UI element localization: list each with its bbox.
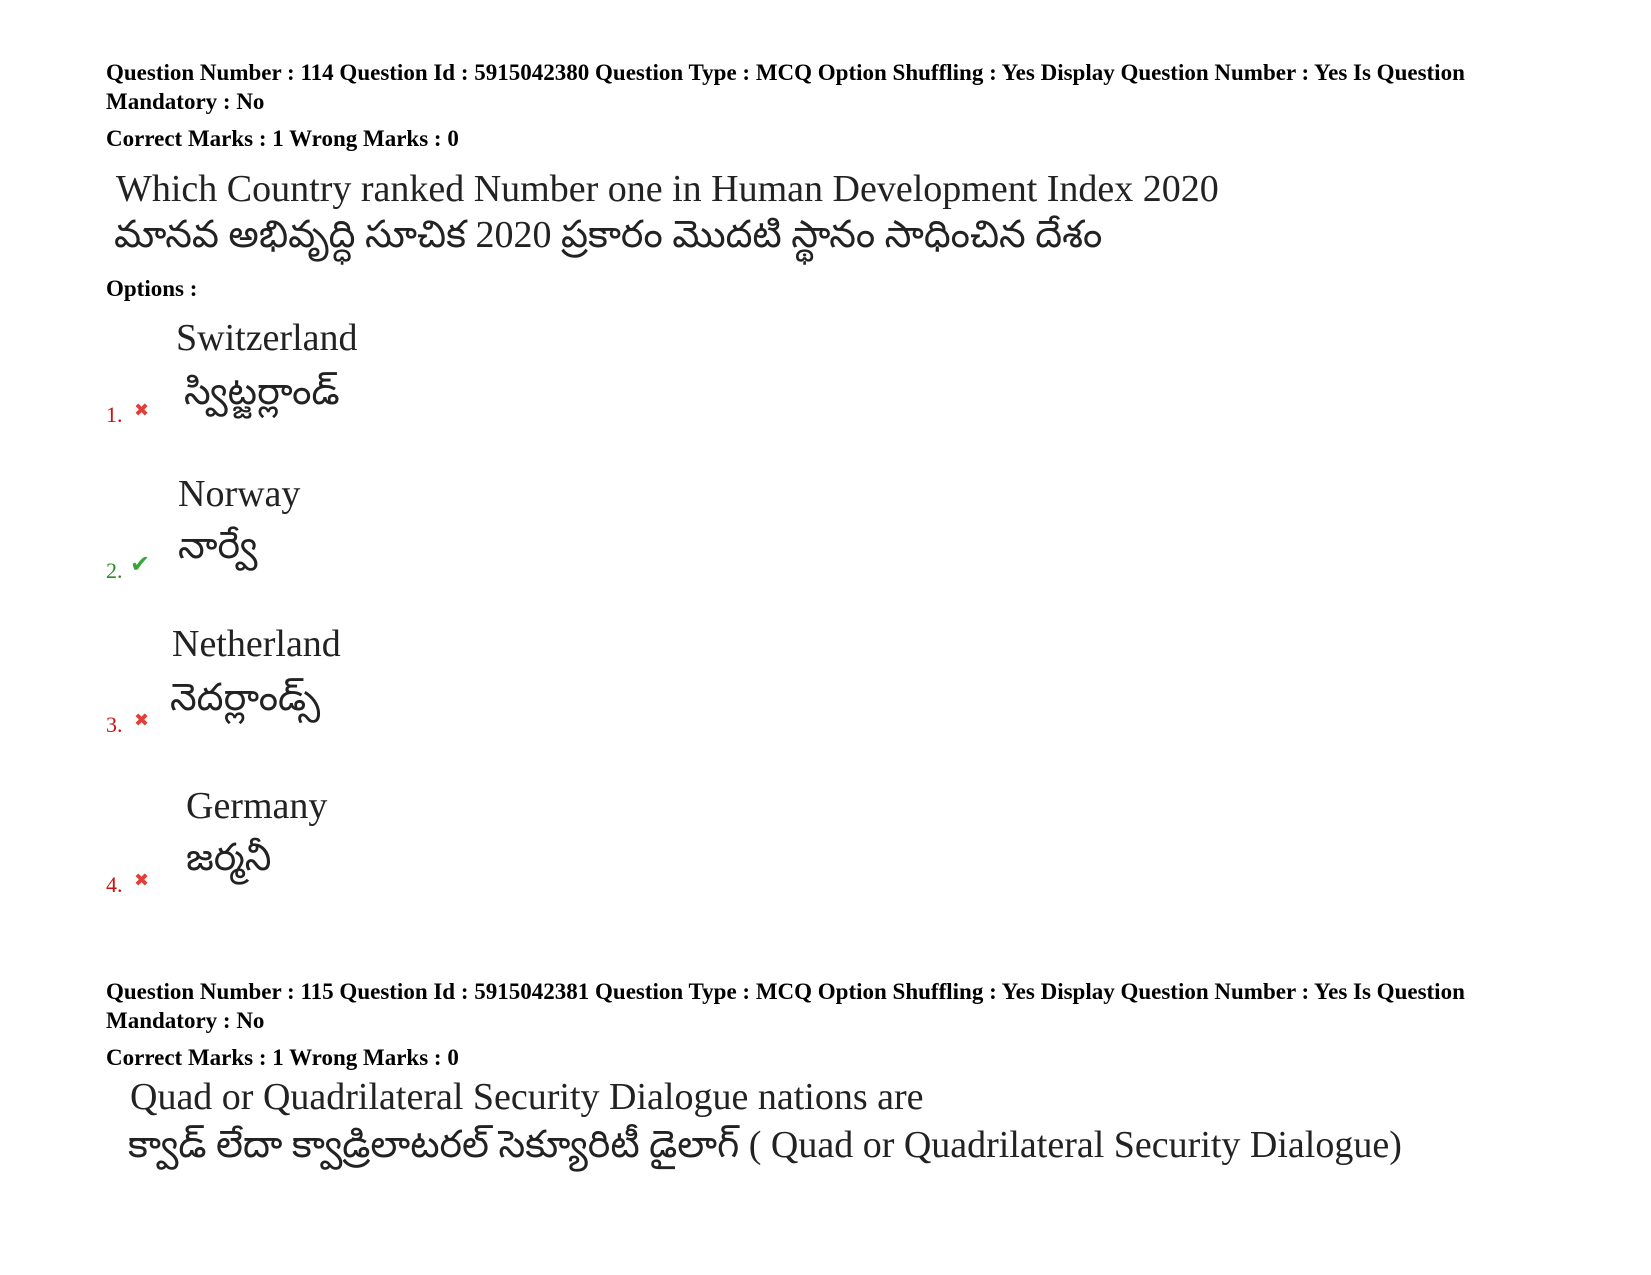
option-1-text-english: Switzerland [176, 317, 358, 359]
option-4-text-telugu: జర్మనీ [186, 837, 272, 879]
question-115-meta: Question Number : 115 Question Id : 5915042381 Question Type : MCQ Option Shuffling : Yes Display Question Number : Yes Is Question Mandatory : No [106, 979, 1465, 1033]
option-3-number: 3. [106, 712, 123, 737]
option-2-text-english: Norway [178, 473, 301, 515]
question-115-text-english: Quad or Quadrilateral Security Dialogue nations are [130, 1076, 924, 1118]
cross-icon: ✖ [134, 710, 150, 731]
option-4-text-english: Germany [186, 785, 328, 827]
option-1-text-telugu: స్విట్జర్లాండ్ [184, 371, 340, 413]
cross-icon: ✖ [134, 400, 150, 421]
question-114-text-english: Which Country ranked Number one in Human Development Index 2020 [116, 168, 1219, 210]
question-114-text-telugu: మానవ అభివృద్ధి సూచిక 2020 ప్రకారం మొదటి స్థానం సాధించిన దేశం [114, 214, 1103, 256]
option-3-text-telugu: నెదర్లాండ్స్ [170, 677, 321, 719]
question-114-meta: Question Number : 114 Question Id : 5915042380 Question Type : MCQ Option Shuffling : Yes Display Question Number : Yes Is Question Mandatory : No [106, 60, 1465, 114]
question-115-text-telugu: క్వాడ్ లేదా క్వాడ్రిలాటరల్ సెక్యూరిటీ డైలాగ్ ( Quad or Quadrilateral Security Dialogue) [128, 1124, 1402, 1166]
option-2-text-telugu: నార్వే [178, 525, 258, 567]
option-2-number: 2. [106, 558, 123, 583]
option-3-text-english: Netherland [172, 623, 341, 665]
option-4-number: 4. [106, 872, 123, 897]
question-115-marks: Correct Marks : 1 Wrong Marks : 0 [106, 1045, 459, 1070]
options-label: Options : [106, 276, 198, 301]
option-1-number: 1. [106, 402, 123, 427]
check-icon: ✔ [130, 550, 151, 578]
cross-icon: ✖ [134, 870, 150, 891]
question-114-marks: Correct Marks : 1 Wrong Marks : 0 [106, 126, 459, 151]
